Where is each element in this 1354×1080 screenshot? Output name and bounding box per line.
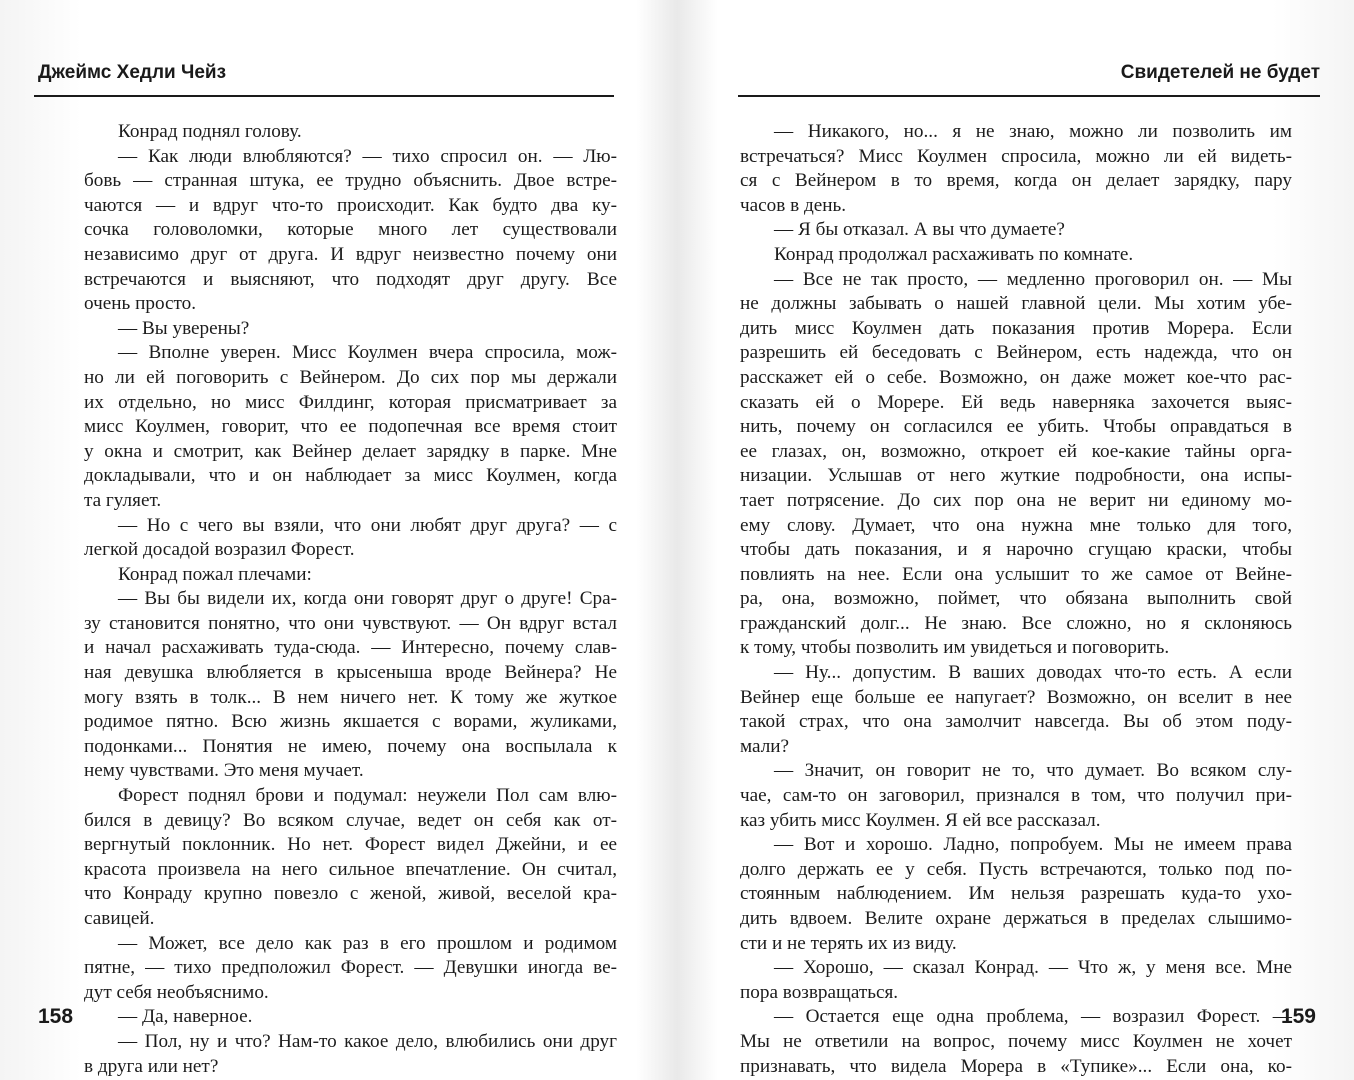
text-line: но ли ей поговорить с Вейнером. До сих пор мы держали bbox=[84, 366, 617, 388]
text-line: — Да, наверное. bbox=[118, 1006, 253, 1028]
text-line: чтобы дать показания, и я нарочно сгущаю краски, чтобы bbox=[740, 539, 1292, 561]
text-line: — Значит, он говорит не то, что думает. Во всяком слу- bbox=[774, 760, 1292, 782]
text-line: долго держать ее у себя. Пусть встречаются, только под по- bbox=[740, 858, 1292, 880]
text-line: докладывали, что и он наблюдает за мисс Коулмен, когда bbox=[84, 465, 617, 487]
text-line: дить мисс Коулмен дать показания против Морера. Если bbox=[740, 317, 1292, 339]
text-line: ная девушка влюбляется в крысеныша вроде Вейнера? Не bbox=[84, 662, 617, 684]
text-line: их отдельно, но мисс Филдинг, которая присматривает за bbox=[84, 391, 617, 413]
text-line: часов в день. bbox=[740, 194, 847, 216]
text-line: — Все не так просто, — медленно проговорил он. — Мы bbox=[774, 268, 1292, 290]
text-line: дут себя необъяснимо. bbox=[84, 981, 269, 1003]
text-line: — Ну... допустим. В ваших доводах что-то есть. А если bbox=[774, 662, 1292, 684]
text-line: мали? bbox=[740, 735, 790, 757]
text-line: красота произвела на него сильное впечатление. Он считал, bbox=[84, 858, 617, 880]
text-line: подонками... Понятия не имею, почему она воспылала к bbox=[84, 735, 617, 757]
text-line: зу становится понятно, что они чувствуют. — Он вдруг встал bbox=[84, 612, 617, 634]
text-line: легкой досадой возразил Форест. bbox=[84, 539, 355, 561]
left-running-header: Джеймс Хедли Чейз bbox=[38, 62, 227, 83]
left-page bbox=[0, 0, 660, 1080]
text-line: встречаться? Мисс Коулмен спросила, можно ли ей видеть- bbox=[740, 145, 1292, 167]
text-line: что Конраду крупно повезло с женой, живой, веселой кра- bbox=[84, 883, 617, 905]
text-line: Конрад поднял голову. bbox=[118, 121, 302, 142]
text-line: — Вполне уверен. Мисс Коулмен вчера спросила, мож- bbox=[118, 342, 617, 364]
text-line: бился в девицу? Во всяком случае, ведет он себя как от- bbox=[84, 809, 617, 831]
left-page-text bbox=[84, 120, 617, 1079]
text-line: Конрад продолжал расхаживать по комнате. bbox=[774, 243, 1134, 265]
text-line: ра, она, возможно, поймет, что обязана выполнить свой bbox=[740, 588, 1292, 610]
text-line: независимо друг от друга. И вдруг неизвестно почему они bbox=[84, 243, 617, 265]
text-line: разрешить ей беседовать с Вейнером, есть надежда, что он bbox=[740, 342, 1292, 364]
text-line: чаются — и вдруг что-то происходит. Как будто два ку- bbox=[84, 194, 617, 216]
right-running-header: Свидетелей не будет bbox=[1120, 62, 1320, 83]
text-line: могу взять в толк... В нем ничего нет. К тому же жуткое bbox=[84, 686, 617, 708]
text-line: Конрад пожал плечами: bbox=[118, 563, 312, 585]
text-line: — Как люди влюбляются? — тихо спросил он. — Лю- bbox=[118, 145, 617, 167]
left-header-rule bbox=[34, 95, 614, 97]
text-line: нить, почему он согласился ее убить. Чтобы оправдаться в bbox=[740, 416, 1292, 438]
text-line: дить вдвоем. Велите охране держаться в пределах слышимо- bbox=[740, 908, 1292, 929]
text-line: повлиять на нее. Если она услышит то же самое от Вейне- bbox=[740, 563, 1292, 585]
text-line: мисс Коулмен, говорит, что ее подопечная все время стоит bbox=[84, 416, 617, 438]
text-line: — Вот и хорошо. Ладно, попробуем. Мы не имеем права bbox=[774, 834, 1292, 856]
text-line: савицей. bbox=[84, 908, 155, 929]
text-line: сказать ей о Морере. Ей ведь наверняка захочется выяс- bbox=[740, 391, 1292, 413]
text-line: признавать, что видела Морера в «Тупике»... Если она, ко- bbox=[740, 1055, 1292, 1077]
text-line: к тому, чтобы позволить им увидеться и поговорить. bbox=[740, 637, 1170, 659]
text-line: родимое пятно. Всю жизнь якшается с ворами, жуликами, bbox=[84, 711, 617, 733]
text-line: очень просто. bbox=[84, 293, 197, 315]
text-line: нему чувствами. Это меня мучает. bbox=[84, 760, 364, 782]
right-page-text bbox=[740, 120, 1292, 1079]
text-line: та гуляет. bbox=[84, 489, 162, 511]
text-line: — Остается еще одна проблема, — возразил Форест. — bbox=[774, 1006, 1292, 1028]
text-line: такой страх, что она замолчит навсегда. Вы об этом поду- bbox=[740, 711, 1292, 733]
text-line: — Может, все дело как раз в его прошлом и родимом bbox=[118, 932, 617, 954]
text-line: Вейнер еще больше ее напугает? Возможно, он вселит в нее bbox=[740, 686, 1292, 708]
text-line: пора возвращаться. bbox=[740, 981, 899, 1003]
text-line: бовь — странная штука, ее трудно объяснить. Двое встре- bbox=[84, 170, 617, 192]
text-line: — Вы уверены? bbox=[118, 317, 250, 339]
text-line: у окна и смотрит, как Вейнер делает зарядку в парке. Мне bbox=[84, 440, 617, 462]
text-line: — Никакого, но... я не знаю, можно ли позволить им bbox=[774, 121, 1292, 142]
text-line: сочка головоломки, которые много лет существовали bbox=[84, 219, 617, 241]
left-page-number: 158 bbox=[38, 1005, 74, 1028]
text-line: — Вы бы видели их, когда они говорят друг о друге! Сра- bbox=[118, 588, 617, 610]
text-line: — Хорошо, — сказал Конрад. — Что ж, у меня все. Мне bbox=[774, 957, 1292, 979]
text-line: каз убить мисс Коулмен. Я ей все рассказал. bbox=[740, 809, 1101, 831]
text-line: в друга или нет? bbox=[84, 1055, 219, 1077]
text-line: встречаются и выясняют, что подходят друг другу. Все bbox=[84, 268, 617, 290]
text-line: тает потрясение. До сих пор она не верит ни единому мо- bbox=[740, 489, 1292, 511]
right-header-rule bbox=[738, 95, 1320, 97]
text-line: ее глазах, он, возможно, откроет ей кое-какие тайны орга- bbox=[740, 440, 1292, 462]
right-page-number: 159 bbox=[1280, 1005, 1316, 1028]
text-line: Форест поднял брови и подумал: неужели Пол сам влю- bbox=[118, 785, 617, 807]
text-line: стоянным наблюдением. Им нельзя разрешать куда-то ухо- bbox=[740, 883, 1292, 905]
text-line: ему слову. Думает, что она нужна мне только для того, bbox=[740, 514, 1292, 536]
text-line: не должны забывать о нашей главной цели. Мы хотим убе- bbox=[740, 293, 1292, 315]
text-line: и начал расхаживать туда-сюда. — Интересно, почему слав- bbox=[84, 637, 617, 659]
text-line: низации. Услышав от него жуткие подробности, она испы- bbox=[740, 465, 1292, 487]
text-line: Мы не ответили на вопрос, почему мисс Коулмен не хочет bbox=[740, 1030, 1292, 1052]
text-line: расскажет ей о себе. Возможно, он даже может кое-что рас- bbox=[740, 366, 1292, 388]
text-line: — Пол, ну и что? Нам-то какое дело, влюбились они друг bbox=[118, 1030, 617, 1052]
text-line: — Я бы отказал. А вы что думаете? bbox=[774, 219, 1065, 241]
text-line: чае, сам-то он заговорил, признался в том, что получил при- bbox=[740, 785, 1292, 807]
text-line: вергнутый поклонник. Но нет. Форест видел Джейни, и ее bbox=[84, 834, 617, 856]
text-line: — Но с чего вы взяли, что они любят друг друга? — с bbox=[118, 514, 617, 536]
text-line: сти и не терять их из виду. bbox=[740, 932, 957, 954]
text-line: ся с Вейнером в то время, когда он делает зарядку, пару bbox=[740, 170, 1292, 192]
text-line: гражданский долг... Не знаю. Все сложно, но я склоняюсь bbox=[740, 612, 1292, 634]
right-page bbox=[700, 0, 1354, 1080]
text-line: пятне, — тихо предположил Форест. — Девушки иногда ве- bbox=[84, 957, 617, 979]
